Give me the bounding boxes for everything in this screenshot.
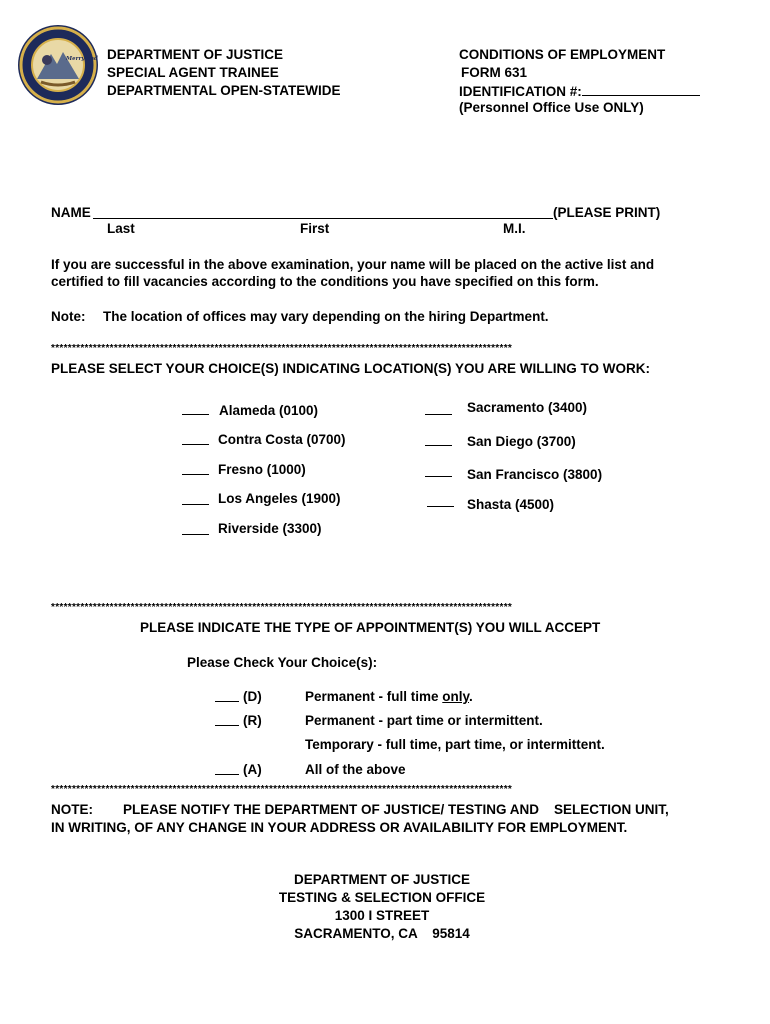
- checkbox-san-diego[interactable]: [425, 435, 452, 446]
- doj-seal-icon: [17, 24, 99, 106]
- note-text: The location of offices may vary depending on the hiring Department.: [103, 309, 549, 324]
- location-sacramento: Sacramento (3400): [467, 400, 588, 415]
- locations-heading: PLEASE SELECT YOUR CHOICE(S) INDICATING LOCATION(S) YOU ARE WILLING TO WORK:: [51, 361, 651, 376]
- address-line-4: SACRAMENTO, CA 95814: [294, 926, 470, 941]
- notify-line-1: PLEASE NOTIFY THE DEPARTMENT OF JUSTICE/ TESTING AND SELECTION UNIT,: [123, 802, 669, 817]
- form-title: CONDITIONS OF EMPLOYMENT: [459, 47, 666, 62]
- note-label: Note:: [51, 309, 86, 324]
- checkbox-san-francisco[interactable]: [425, 466, 452, 477]
- intro-line-2: certified to fill vacancies according to the conditions you have specified on this form.: [51, 274, 599, 289]
- address-line-3: 1300 I STREET: [334, 908, 430, 923]
- last-label: Last: [107, 221, 135, 236]
- separator-1: **************************************************************************************************************: [51, 344, 513, 354]
- separator-3: **************************************************************************************************************: [51, 785, 513, 795]
- location-los-angeles: Los Angeles (1900): [218, 491, 341, 506]
- header-left-line-3: DEPARTMENTAL OPEN-STATEWIDE: [107, 83, 341, 98]
- checkbox-appointment-a[interactable]: [215, 764, 239, 775]
- notify-line-2: IN WRITING, OF ANY CHANGE IN YOUR ADDRESS OR AVAILABILITY FOR EMPLOYMENT.: [51, 820, 628, 835]
- header-left-line-1: DEPARTMENT OF JUSTICE: [107, 47, 284, 62]
- location-san-francisco: San Francisco (3800): [467, 467, 603, 482]
- identification-label: IDENTIFICATION #:: [459, 83, 700, 100]
- appointment-text-d: Permanent - full time only.: [305, 689, 473, 704]
- location-shasta: Shasta (4500): [467, 497, 555, 512]
- intro-line-1: If you are successful in the above examination, your name will be placed on the active list and: [51, 257, 655, 272]
- appointment-code-r: (R): [243, 713, 262, 728]
- appointment-text-a: All of the above: [305, 762, 406, 777]
- notify-label: NOTE:: [51, 802, 93, 817]
- please-print-label: (PLEASE PRINT): [553, 205, 661, 220]
- appointment-heading: PLEASE INDICATE THE TYPE OF APPOINTMENT(S) YOU WILL ACCEPT: [140, 620, 601, 635]
- address-line-2: TESTING & SELECTION OFFICE: [278, 890, 486, 905]
- separator-2: **************************************************************************************************************: [51, 603, 513, 613]
- mi-label: M.I.: [503, 221, 526, 236]
- checkbox-riverside[interactable]: [182, 524, 209, 535]
- name-field[interactable]: [93, 204, 553, 219]
- appointment-text-r: Permanent - part time or intermittent.: [305, 713, 543, 728]
- appointment-text-temporary: Temporary - full time, part time, or intermittent.: [305, 737, 605, 752]
- checkbox-appointment-r[interactable]: [215, 715, 239, 726]
- form-number: FORM 631: [461, 65, 528, 80]
- personnel-note: (Personnel Office Use ONLY): [459, 100, 644, 115]
- checkbox-contra-costa[interactable]: [182, 434, 209, 445]
- appointment-code-d: (D): [243, 689, 262, 704]
- header-left-line-2: SPECIAL AGENT TRAINEE: [107, 65, 279, 80]
- appointment-code-a: (A): [243, 762, 262, 777]
- checkbox-fresno[interactable]: [182, 464, 209, 475]
- location-alameda: Alameda (0100): [219, 403, 319, 418]
- checkbox-los-angeles[interactable]: [182, 494, 209, 505]
- seal-text: Merry and: [66, 56, 98, 62]
- location-riverside: Riverside (3300): [218, 521, 322, 536]
- name-label: NAME: [51, 205, 91, 220]
- checkbox-appointment-d[interactable]: [215, 691, 239, 702]
- checkbox-alameda[interactable]: [182, 404, 209, 415]
- checkbox-sacramento[interactable]: [425, 404, 452, 415]
- location-contra-costa: Contra Costa (0700): [218, 432, 346, 447]
- appointment-subheading: Please Check Your Choice(s):: [187, 655, 378, 670]
- location-san-diego: San Diego (3700): [467, 434, 576, 449]
- first-label: First: [300, 221, 330, 236]
- address-line-1: DEPARTMENT OF JUSTICE: [293, 872, 470, 887]
- location-fresno: Fresno (1000): [218, 462, 306, 477]
- checkbox-shasta[interactable]: [427, 496, 454, 507]
- identification-field[interactable]: [582, 83, 700, 96]
